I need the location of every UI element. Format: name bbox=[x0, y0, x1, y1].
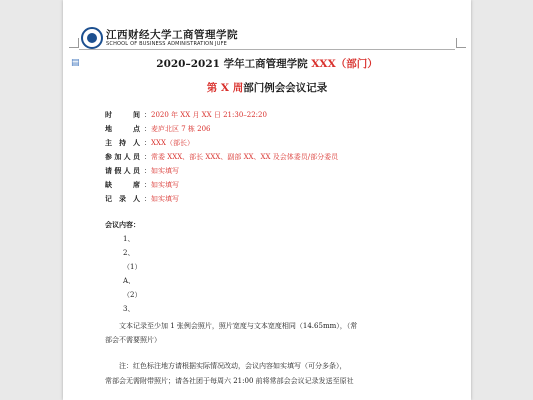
field-leave: 请假人员 ：如实填写 bbox=[105, 166, 179, 175]
field-host: 主 持 人 ：XXX（部长） bbox=[105, 138, 194, 147]
content-item: A、 bbox=[123, 277, 136, 285]
subtitle-week: 第 X 周 bbox=[206, 82, 244, 94]
field-label: 地 点 bbox=[105, 124, 140, 133]
header-divider bbox=[79, 49, 455, 50]
field-value: XXX（部长） bbox=[151, 139, 194, 147]
field-recorder: 记 录 人 ：如实填写 bbox=[105, 194, 179, 203]
photo-note-line: 文本记录至少加 1 张例会照片，照片宽度与文本宽度相同（14.65mm），（常 bbox=[119, 322, 358, 330]
content-item: （2） bbox=[123, 291, 142, 299]
margin-corner-mark bbox=[456, 38, 466, 48]
title-department: XXX（部门） bbox=[311, 58, 378, 70]
content-heading: 会议内容： bbox=[105, 220, 140, 229]
field-value: 2020 年 XX 月 XX 日 21:30–22:20 bbox=[151, 111, 267, 119]
school-logo bbox=[81, 27, 103, 49]
content-item: 1、 bbox=[123, 235, 135, 243]
field-label: 记 录 人 bbox=[105, 194, 140, 203]
field-label: 主 持 人 bbox=[105, 138, 140, 147]
school-name-en: SCHOOL OF BUSINESS ADMINISTRATION JUFE bbox=[106, 41, 228, 47]
school-name-cn: 江西财经大学工商管理学院 bbox=[106, 29, 238, 41]
document-subtitle bbox=[63, 80, 471, 95]
field-time: 时 间 ：2020 年 XX 月 XX 日 21:30–22:20 bbox=[105, 110, 267, 119]
field-value: 如实填写 bbox=[151, 167, 179, 175]
subtitle-text: 部门例会会议记录 bbox=[243, 82, 328, 94]
photo-note-line: 部会不需要照片） bbox=[105, 336, 161, 344]
content-item: （1） bbox=[123, 263, 142, 271]
instruction-note-line: 常部会无需附带照片；请各社团于每周六 21:00 前将常部会会议记录发送至原社 bbox=[105, 377, 354, 385]
document-icon[interactable]: ▤ bbox=[71, 58, 80, 68]
field-location: 地 点 ：麦庐北区 7 栋 206 bbox=[105, 124, 211, 133]
document-page bbox=[63, 0, 471, 400]
title-prefix: 2020–2021 学年工商管理学院 bbox=[156, 58, 312, 70]
field-attendees: 参加人员 ：常委 XXX、部长 XXX、副部 XX、XX 及会体委员/部分委员 bbox=[105, 152, 339, 161]
field-label: 时 间 bbox=[105, 110, 140, 119]
instruction-note-line: 注：红色标注地方请根据实际情况改动，会议内容如实填写（可分多条）， bbox=[119, 362, 347, 370]
field-label: 缺 席 bbox=[105, 180, 140, 189]
margin-corner-mark bbox=[69, 38, 79, 48]
content-item: 3、 bbox=[123, 305, 135, 313]
content-item: 2、 bbox=[123, 249, 135, 257]
field-absent: 缺 席 ：如实填写 bbox=[105, 180, 179, 189]
document-title bbox=[63, 56, 471, 71]
field-value: 麦庐北区 7 栋 206 bbox=[151, 125, 211, 133]
field-label: 请假人员 bbox=[105, 166, 140, 175]
field-value: 常委 XXX、部长 XXX、副部 XX、XX 及会体委员/部分委员 bbox=[151, 153, 339, 161]
field-value: 如实填写 bbox=[151, 181, 179, 189]
field-label: 参加人员 bbox=[105, 152, 140, 161]
field-value: 如实填写 bbox=[151, 195, 179, 203]
